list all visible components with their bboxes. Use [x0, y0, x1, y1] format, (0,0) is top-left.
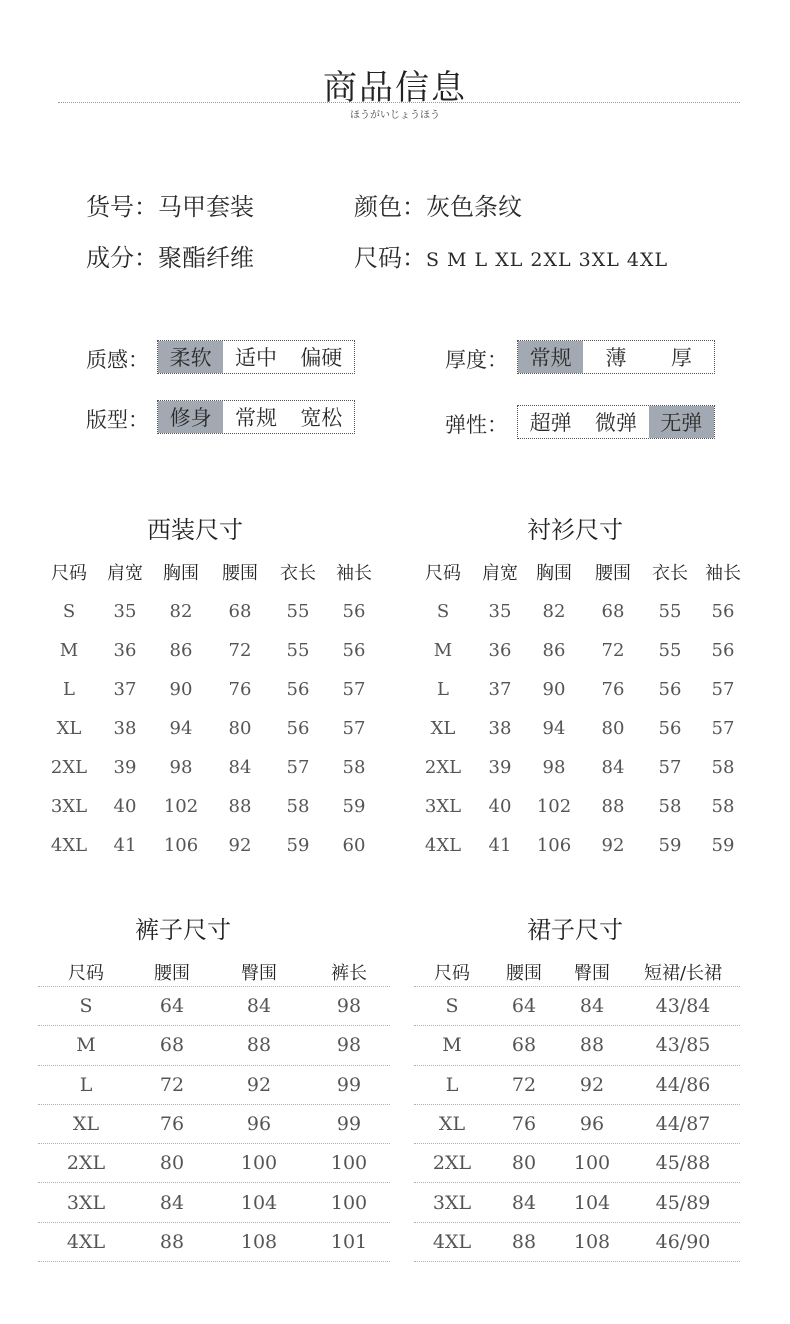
table-row [414, 1026, 740, 1065]
table-cell: 90 [169, 679, 193, 700]
column-header: 腰围 [154, 962, 190, 984]
table-cell: 80 [601, 718, 625, 739]
color-line [354, 187, 522, 222]
table-cell: 56 [286, 718, 310, 739]
table-cell: 55 [658, 640, 682, 661]
table-cell: 44/86 [655, 1073, 711, 1096]
table-cell: 45/88 [655, 1152, 711, 1175]
column-header: 尺码 [51, 563, 87, 584]
elasticity-options [517, 405, 715, 439]
table-row [414, 987, 740, 1026]
column-header: 肩宽 [482, 563, 518, 584]
thickness-options [517, 340, 715, 374]
table-cell: 100 [330, 1152, 368, 1175]
table-cell: 56 [658, 718, 682, 739]
table-cell: 44/87 [655, 1113, 711, 1136]
size-cell: 4XL [66, 1230, 106, 1253]
size-cell: S [79, 995, 93, 1018]
table-cell: 43/84 [655, 995, 711, 1018]
color-value: 灰色条纹 [426, 193, 522, 221]
table-cell: 99 [336, 1113, 362, 1136]
table-cell: 84 [246, 995, 272, 1018]
table-cell: 72 [601, 640, 625, 661]
shirt-table-title: 衬衫尺寸 [527, 516, 623, 544]
column-header: 腰围 [506, 962, 542, 984]
column-header: 袖长 [705, 563, 741, 584]
table-cell: 43/85 [655, 1034, 711, 1057]
pants-table-title: 裤子尺寸 [135, 916, 231, 944]
page-subtitle: ほうがいじょうほう [350, 110, 440, 121]
size-cell: 2XL [50, 757, 88, 778]
thickness-option: 厚 [670, 346, 692, 370]
table-cell: 88 [601, 796, 625, 817]
size-cell: M [76, 1034, 96, 1057]
size-cell: S [62, 601, 76, 622]
table-cell: 100 [330, 1191, 368, 1214]
table-cell: 108 [240, 1230, 278, 1253]
table-cell: 57 [658, 757, 682, 778]
size-cell: M [442, 1034, 462, 1057]
table-cell: 76 [601, 679, 625, 700]
table-cell: 90 [542, 679, 566, 700]
elasticity-option: 微弹 [594, 411, 637, 435]
table-cell: 39 [488, 757, 512, 778]
table-cell: 37 [488, 679, 512, 700]
size-cell: L [437, 679, 449, 700]
column-header: 尺码 [68, 962, 104, 984]
table-row [414, 1144, 740, 1183]
column-header: 腰围 [595, 563, 631, 584]
table-cell: 38 [113, 718, 137, 739]
table-cell: 38 [488, 718, 512, 739]
size-cell: 4XL [50, 835, 88, 856]
table-cell: 39 [113, 757, 137, 778]
table-cell: 108 [573, 1230, 611, 1253]
table-header-row [38, 957, 390, 987]
table-row [38, 1144, 390, 1183]
elasticity-label: 弹性： [445, 413, 508, 437]
table-cell: 96 [246, 1113, 272, 1136]
table-cell: 58 [658, 796, 682, 817]
size-cell: XL [438, 1113, 466, 1136]
color-label: 颜色： [354, 193, 426, 221]
table-row [38, 1183, 390, 1222]
column-header: 胸围 [163, 563, 199, 584]
table-row [38, 1223, 390, 1262]
texture-option: 偏硬 [300, 346, 343, 370]
table-cell: 86 [169, 640, 193, 661]
table-cell: 55 [286, 601, 310, 622]
table-cell: 84 [511, 1191, 537, 1214]
table-cell: 68 [511, 1034, 537, 1057]
table-cell: 57 [342, 679, 366, 700]
size-label: 尺码： [354, 244, 426, 272]
material-value: 聚酯纤维 [158, 244, 254, 272]
table-cell: 56 [711, 640, 735, 661]
material-label: 成分： [86, 244, 158, 272]
table-cell: 76 [159, 1113, 185, 1136]
size-cell: XL [72, 1113, 100, 1136]
column-header: 衣长 [280, 563, 316, 584]
material-line [86, 238, 254, 273]
table-cell: 59 [711, 835, 735, 856]
elasticity-option: 无弹 [649, 406, 714, 438]
table-cell: 41 [113, 835, 137, 856]
size-cell: 4XL [432, 1230, 472, 1253]
table-cell: 106 [536, 835, 572, 856]
shirt-size-table [414, 556, 754, 865]
item-no-line [86, 187, 254, 222]
table-cell: 45/89 [655, 1191, 711, 1214]
table-cell: 57 [342, 718, 366, 739]
table-cell: 76 [228, 679, 252, 700]
texture-options [157, 340, 355, 374]
thickness-option: 薄 [605, 346, 627, 370]
texture-option: 适中 [234, 346, 277, 370]
table-row [38, 1105, 390, 1144]
table-cell: 88 [246, 1034, 272, 1057]
size-cell: 3XL [66, 1191, 106, 1214]
elasticity-option: 超弹 [529, 411, 572, 435]
table-cell: 84 [228, 757, 252, 778]
table-cell: 101 [330, 1230, 368, 1253]
table-cell: 46/90 [655, 1230, 711, 1253]
size-cell: L [445, 1073, 459, 1096]
table-cell: 92 [579, 1073, 605, 1096]
table-cell: 84 [579, 995, 605, 1018]
thickness-label: 厚度： [445, 348, 508, 372]
table-cell: 80 [228, 718, 252, 739]
item-no-value: 马甲套装 [158, 193, 254, 221]
table-cell: 56 [711, 601, 735, 622]
skirt-table-title: 裙子尺寸 [527, 916, 623, 944]
column-header: 臀围 [574, 962, 610, 984]
column-header: 袖长 [336, 563, 372, 584]
table-cell: 58 [342, 757, 366, 778]
table-cell: 82 [169, 601, 193, 622]
table-cell: 37 [113, 679, 137, 700]
size-cell: M [433, 640, 453, 661]
table-cell: 92 [601, 835, 625, 856]
column-header: 腰围 [222, 563, 258, 584]
size-cell: 4XL [424, 835, 462, 856]
table-cell: 100 [240, 1152, 278, 1175]
table-cell: 36 [488, 640, 512, 661]
suit-table-title: 西装尺寸 [147, 516, 243, 544]
item-no-label: 货号： [86, 193, 158, 221]
table-cell: 72 [228, 640, 252, 661]
column-header: 短裙/长裙 [643, 962, 723, 984]
fit-label: 版型： [86, 408, 149, 432]
table-row [38, 1066, 390, 1105]
table-row [414, 1105, 740, 1144]
table-cell: 82 [542, 601, 566, 622]
table-cell: 56 [342, 640, 366, 661]
table-cell: 88 [511, 1230, 537, 1253]
table-cell: 80 [511, 1152, 537, 1175]
table-cell: 58 [286, 796, 310, 817]
column-header: 裤长 [331, 962, 367, 984]
table-header-row [414, 957, 740, 987]
table-cell: 96 [579, 1113, 605, 1136]
table-cell: 98 [336, 995, 362, 1018]
table-cell: 64 [159, 995, 185, 1018]
column-header: 尺码 [425, 563, 461, 584]
column-header: 肩宽 [107, 563, 143, 584]
size-value: S M L XL 2XL 3XL 4XL [426, 249, 669, 271]
suit-size-table [40, 556, 390, 865]
table-row [414, 1066, 740, 1105]
table-cell: 40 [488, 796, 512, 817]
size-line [354, 238, 668, 273]
size-cell: 2XL [432, 1152, 472, 1175]
table-cell: 102 [163, 796, 199, 817]
size-cell: S [445, 995, 459, 1018]
table-row [38, 987, 390, 1026]
table-cell: 56 [342, 601, 366, 622]
table-cell: 99 [336, 1073, 362, 1096]
table-cell: 68 [159, 1034, 185, 1057]
table-cell: 94 [542, 718, 566, 739]
table-cell: 55 [658, 601, 682, 622]
table-cell: 98 [336, 1034, 362, 1057]
table-cell: 68 [601, 601, 625, 622]
table-cell: 59 [658, 835, 682, 856]
table-cell: 35 [488, 601, 512, 622]
size-cell: 2XL [424, 757, 462, 778]
table-cell: 92 [228, 835, 252, 856]
table-cell: 92 [246, 1073, 272, 1096]
table-cell: 59 [286, 835, 310, 856]
size-cell: XL [430, 718, 456, 739]
fit-option: 常规 [234, 406, 277, 430]
size-cell: L [79, 1073, 93, 1096]
column-header: 衣长 [652, 563, 688, 584]
table-cell: 57 [711, 679, 735, 700]
table-cell: 72 [511, 1073, 537, 1096]
skirt-size-table [414, 957, 740, 1262]
table-cell: 57 [711, 718, 735, 739]
size-cell: 3XL [432, 1191, 472, 1214]
page-title: 商品信息 [323, 68, 467, 108]
table-cell: 64 [511, 995, 537, 1018]
texture-option: 柔软 [158, 341, 223, 373]
pants-size-table [38, 957, 390, 1262]
table-cell: 80 [159, 1152, 185, 1175]
table-cell: 98 [542, 757, 566, 778]
table-cell: 100 [573, 1152, 611, 1175]
size-cell: 3XL [50, 796, 88, 817]
table-cell: 68 [228, 601, 252, 622]
table-cell: 58 [711, 757, 735, 778]
table-row [414, 1183, 740, 1222]
table-cell: 84 [159, 1191, 185, 1214]
fit-option: 宽松 [300, 406, 343, 430]
table-cell: 88 [159, 1230, 185, 1253]
thickness-option: 常规 [518, 341, 583, 373]
column-header: 尺码 [434, 962, 470, 984]
table-cell: 59 [342, 796, 366, 817]
table-row [38, 1026, 390, 1065]
table-cell: 76 [511, 1113, 537, 1136]
table-cell: 86 [542, 640, 566, 661]
column-header: 臀围 [241, 962, 277, 984]
texture-label: 质感： [86, 348, 149, 372]
size-cell: 2XL [66, 1152, 106, 1175]
table-cell: 56 [286, 679, 310, 700]
table-cell: 58 [711, 796, 735, 817]
table-cell: 102 [536, 796, 572, 817]
table-cell: 60 [342, 835, 366, 856]
table-row [414, 1223, 740, 1262]
column-header: 胸围 [536, 563, 572, 584]
table-cell: 98 [169, 757, 193, 778]
table-cell: 104 [573, 1191, 611, 1214]
table-cell: 88 [228, 796, 252, 817]
table-cell: 55 [286, 640, 310, 661]
fit-options [157, 400, 355, 434]
size-cell: XL [56, 718, 82, 739]
size-cell: L [63, 679, 75, 700]
table-cell: 41 [488, 835, 512, 856]
size-cell: 3XL [424, 796, 462, 817]
table-cell: 36 [113, 640, 137, 661]
size-cell: M [59, 640, 79, 661]
table-cell: 35 [113, 601, 137, 622]
size-cell: S [436, 601, 450, 622]
fit-option: 修身 [158, 401, 223, 433]
table-cell: 106 [163, 835, 199, 856]
table-cell: 88 [579, 1034, 605, 1057]
table-cell: 72 [159, 1073, 185, 1096]
table-cell: 94 [169, 718, 193, 739]
table-cell: 40 [113, 796, 137, 817]
table-cell: 84 [601, 757, 625, 778]
title-divider [58, 102, 740, 103]
table-cell: 104 [240, 1191, 278, 1214]
table-cell: 57 [286, 757, 310, 778]
table-cell: 56 [658, 679, 682, 700]
